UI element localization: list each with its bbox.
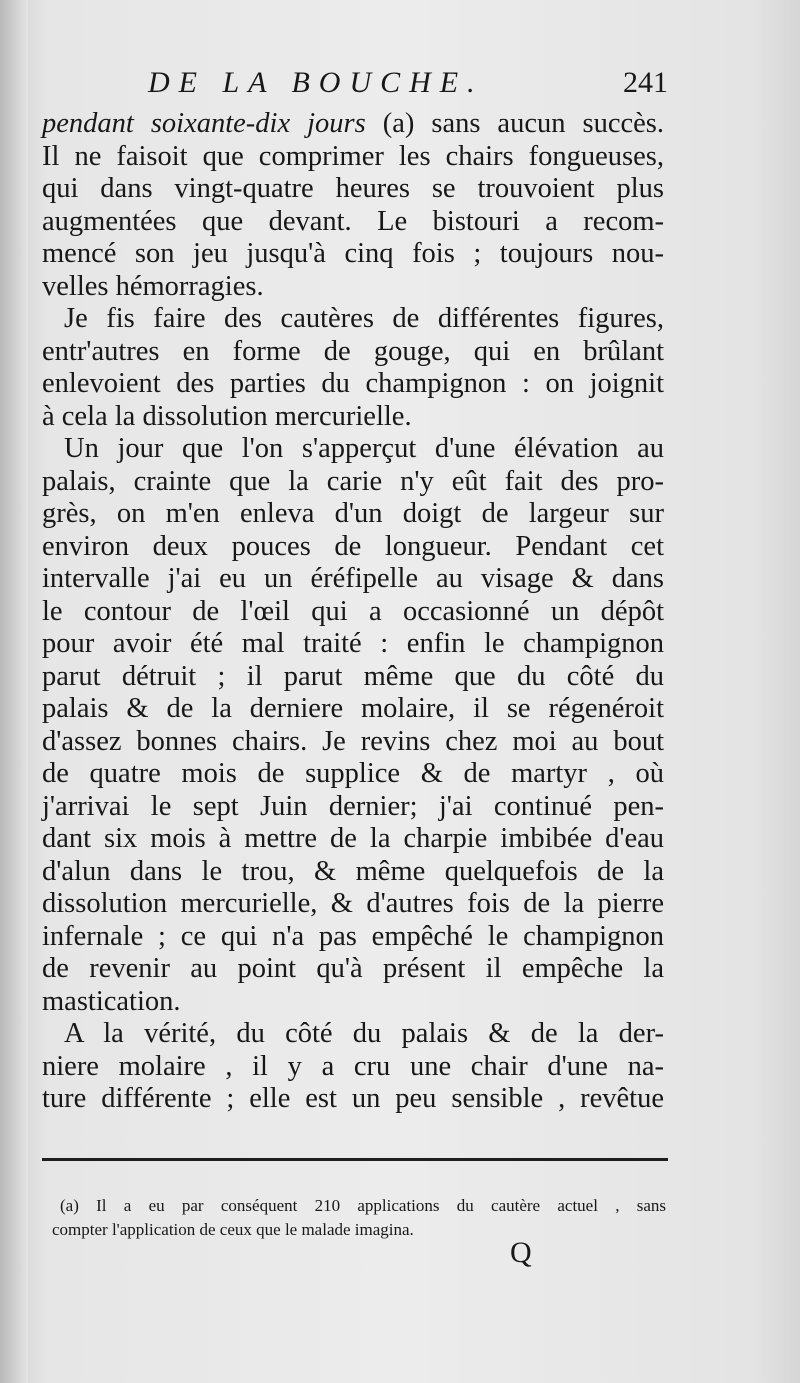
text-line: mastication.	[42, 985, 181, 1017]
signature-mark: Q	[510, 1236, 532, 1269]
text-line: d'assez bonnes chairs. Je revins chez moi au bout	[42, 725, 664, 757]
text-line: niere molaire , il y a cru une chair d'une na-	[42, 1050, 664, 1082]
text-line: A la vérité, du côté du palais & de la der-	[64, 1018, 664, 1049]
body-text	[42, 108, 664, 1116]
text-line: de quatre mois de supplice & de martyr , où	[42, 758, 664, 789]
text-line: dissolution mercurielle, & d'autres fois de la pierre	[42, 888, 664, 919]
text-line: velles hémorragies.	[42, 270, 264, 302]
footnote-line: compter l'application de ceux que le malade imagina.	[52, 1220, 414, 1239]
text-line: ture différente ; elle est un peu sensible , revêtue	[42, 1083, 664, 1114]
text-line: dant six mois à mettre de la charpie imbibée d'eau	[42, 823, 664, 854]
text-line: pendant soixante-dix jours (a) sans aucun succès.	[42, 108, 664, 139]
page-header	[148, 62, 668, 106]
text-line: grès, on m'en enleva d'un doigt de largeur sur	[42, 498, 664, 529]
text-line: à cela la dissolution mercurielle.	[42, 400, 412, 432]
gutter-shadow	[0, 0, 28, 1383]
page-number: 241	[623, 66, 668, 99]
text-line: environ deux pouces de longueur. Pendant cet	[42, 530, 664, 562]
paragraph	[42, 108, 664, 303]
text-line: parut détruit ; il parut même que du côté du	[42, 660, 664, 692]
text-line: Il ne faisoit que comprimer les chairs fongueuses,	[42, 140, 664, 172]
running-head: DE LA BOUCHE.	[148, 66, 484, 99]
text-line: entr'autres en forme de gouge, qui en brûlant	[42, 335, 664, 367]
text-line: intervalle j'ai eu un éréfipelle au visage & dans	[42, 563, 664, 594]
paragraph	[42, 303, 664, 433]
footnote-rule	[42, 1158, 668, 1161]
text-line: j'arrivai le sept Juin dernier; j'ai continué pen-	[42, 790, 664, 822]
footnote	[52, 1194, 666, 1242]
text-line: augmentées que devant. Le bistouri a recom-	[42, 205, 664, 237]
footnote-line: (a) Il a eu par conséquent 210 applications du cautère actuel , sans	[60, 1196, 666, 1215]
text-line: Je fis faire des cautères de différentes figures,	[64, 303, 664, 334]
text-line: palais & de la derniere molaire, il se régenéroit	[42, 693, 664, 724]
text-line: mencé son jeu jusqu'à cinq fois ; toujours nou-	[42, 238, 664, 269]
text-line: pour avoir été mal traité : enfin le champignon	[42, 628, 664, 659]
text-line: d'alun dans le trou, & même quelquefois de la	[42, 855, 664, 887]
paragraph	[42, 433, 664, 1018]
paragraph	[42, 1018, 664, 1116]
text-line: qui dans vingt-quatre heures se trouvoient plus	[42, 173, 664, 204]
text-line: infernale ; ce qui n'a pas empêché le champignon	[42, 920, 664, 952]
text-line: palais, crainte que la carie n'y eût fait des pro-	[42, 465, 664, 497]
text-line: Un jour que l'on s'apperçut d'une élévation au	[64, 433, 664, 464]
text-line: enlevoient des parties du champignon : on joignit	[42, 368, 664, 399]
text-line: de revenir au point qu'à présent il empêche la	[42, 953, 664, 984]
text-line: le contour de l'œil qui a occasionné un dépôt	[42, 595, 664, 627]
